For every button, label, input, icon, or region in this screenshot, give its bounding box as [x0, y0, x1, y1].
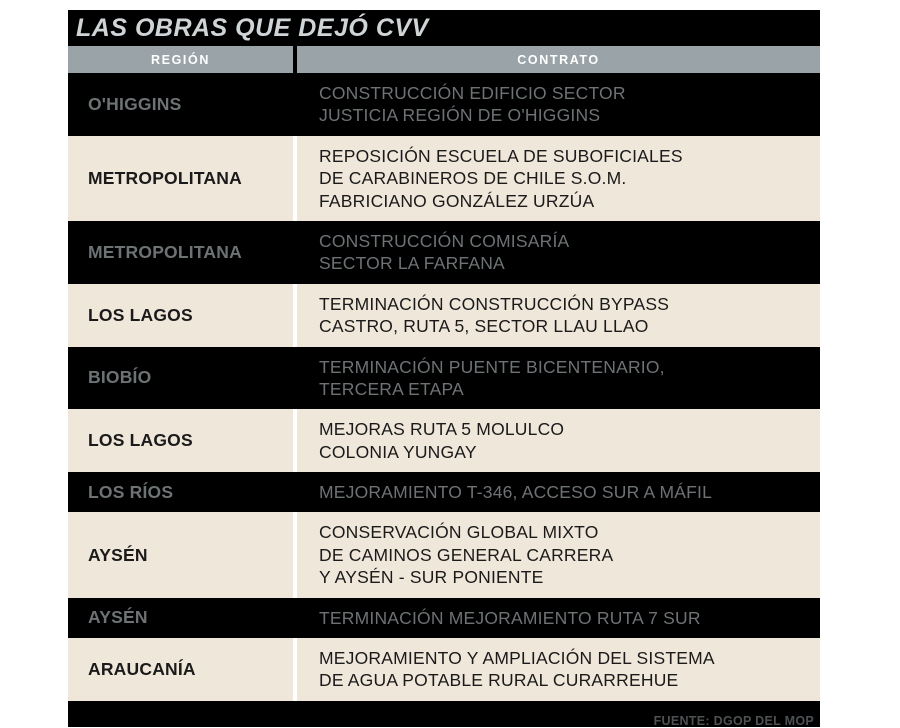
contrato-line: COLONIA YUNGAY	[319, 441, 477, 462]
cell-region: METROPOLITANA	[88, 167, 242, 188]
column-header-contrato: CONTRATO	[297, 46, 820, 73]
table-row	[68, 284, 820, 347]
cell-region: LOS LAGOS	[88, 430, 193, 451]
cell-contrato	[297, 73, 820, 136]
contrato-line: MEJORAS RUTA 5 MOLULCO	[319, 419, 565, 440]
table-header-row	[68, 46, 820, 73]
cell-contrato	[297, 472, 820, 512]
cell-contrato	[297, 638, 820, 701]
cell-contrato	[297, 512, 820, 597]
cell-region: O'HIGGINS	[88, 93, 182, 114]
cell-contrato	[297, 221, 820, 284]
cell-region: AYSÉN	[88, 607, 148, 628]
contrato-line: MEJORAMIENTO T-346, ACCESO SUR A MÁFIL	[319, 482, 713, 503]
contrato-line: DE AGUA POTABLE RURAL CURARREHUE	[319, 670, 679, 691]
cell-region: AYSÉN	[88, 544, 148, 565]
contrato-line: SECTOR LA FARFANA	[319, 253, 505, 274]
contrato-line: TERMINACIÓN CONSTRUCCIÓN BYPASS	[319, 293, 670, 314]
table-row	[68, 472, 820, 512]
table-row	[68, 136, 820, 221]
cell-contrato	[297, 136, 820, 221]
contrato-line: Y AYSÉN - SUR PONIENTE	[319, 567, 544, 588]
table-row	[68, 347, 820, 410]
cell-contrato	[297, 409, 820, 472]
table-row	[68, 638, 820, 701]
page-title: LAS OBRAS QUE DEJÓ CVV	[76, 13, 429, 42]
cell-region: LOS LAGOS	[88, 304, 193, 325]
contrato-line: REPOSICIÓN ESCUELA DE SUBOFICIALES	[319, 145, 683, 166]
contrato-line: TERCERA ETAPA	[319, 378, 464, 399]
table-body	[68, 73, 820, 701]
contrato-line: TERMINACIÓN PUENTE BICENTENARIO,	[319, 356, 665, 377]
source-bar	[68, 701, 820, 727]
column-header-region: REGIÓN	[68, 46, 293, 73]
contrato-line: CONSTRUCCIÓN COMISARÍA	[319, 230, 570, 251]
contrato-line: DE CAMINOS GENERAL CARRERA	[319, 544, 614, 565]
cell-contrato	[297, 598, 820, 638]
contrato-line: MEJORAMIENTO Y AMPLIACIÓN DEL SISTEMA	[319, 648, 715, 669]
table-row	[68, 221, 820, 284]
cell-region: BIOBÍO	[88, 367, 152, 388]
cell-region: ARAUCANÍA	[88, 658, 196, 679]
table-row	[68, 512, 820, 597]
contrato-line: CONSTRUCCIÓN EDIFICIO SECTOR	[319, 83, 626, 103]
contrato-line: TERMINACIÓN MEJORAMIENTO RUTA 7 SUR	[319, 607, 701, 628]
contrato-line: CASTRO, RUTA 5, SECTOR LLAU LLAO	[319, 316, 649, 337]
obras-table	[68, 10, 820, 727]
source-note: FUENTE: DGOP DEL MOP	[653, 713, 814, 728]
cell-region: METROPOLITANA	[88, 241, 242, 262]
contrato-line: DE CARABINEROS DE CHILE S.O.M.	[319, 168, 627, 189]
cell-contrato	[297, 347, 820, 410]
cell-region: LOS RÍOS	[88, 481, 174, 502]
contrato-line: FABRICIANO GONZÁLEZ URZÚA	[319, 190, 595, 211]
contrato-line: JUSTICIA REGIÓN DE O'HIGGINS	[319, 105, 601, 126]
table-row	[68, 598, 820, 638]
cell-contrato	[297, 284, 820, 347]
table-row	[68, 73, 820, 136]
contrato-line: CONSERVACIÓN GLOBAL MIXTO	[319, 522, 599, 543]
table-row	[68, 409, 820, 472]
table-title-bar	[68, 10, 820, 46]
